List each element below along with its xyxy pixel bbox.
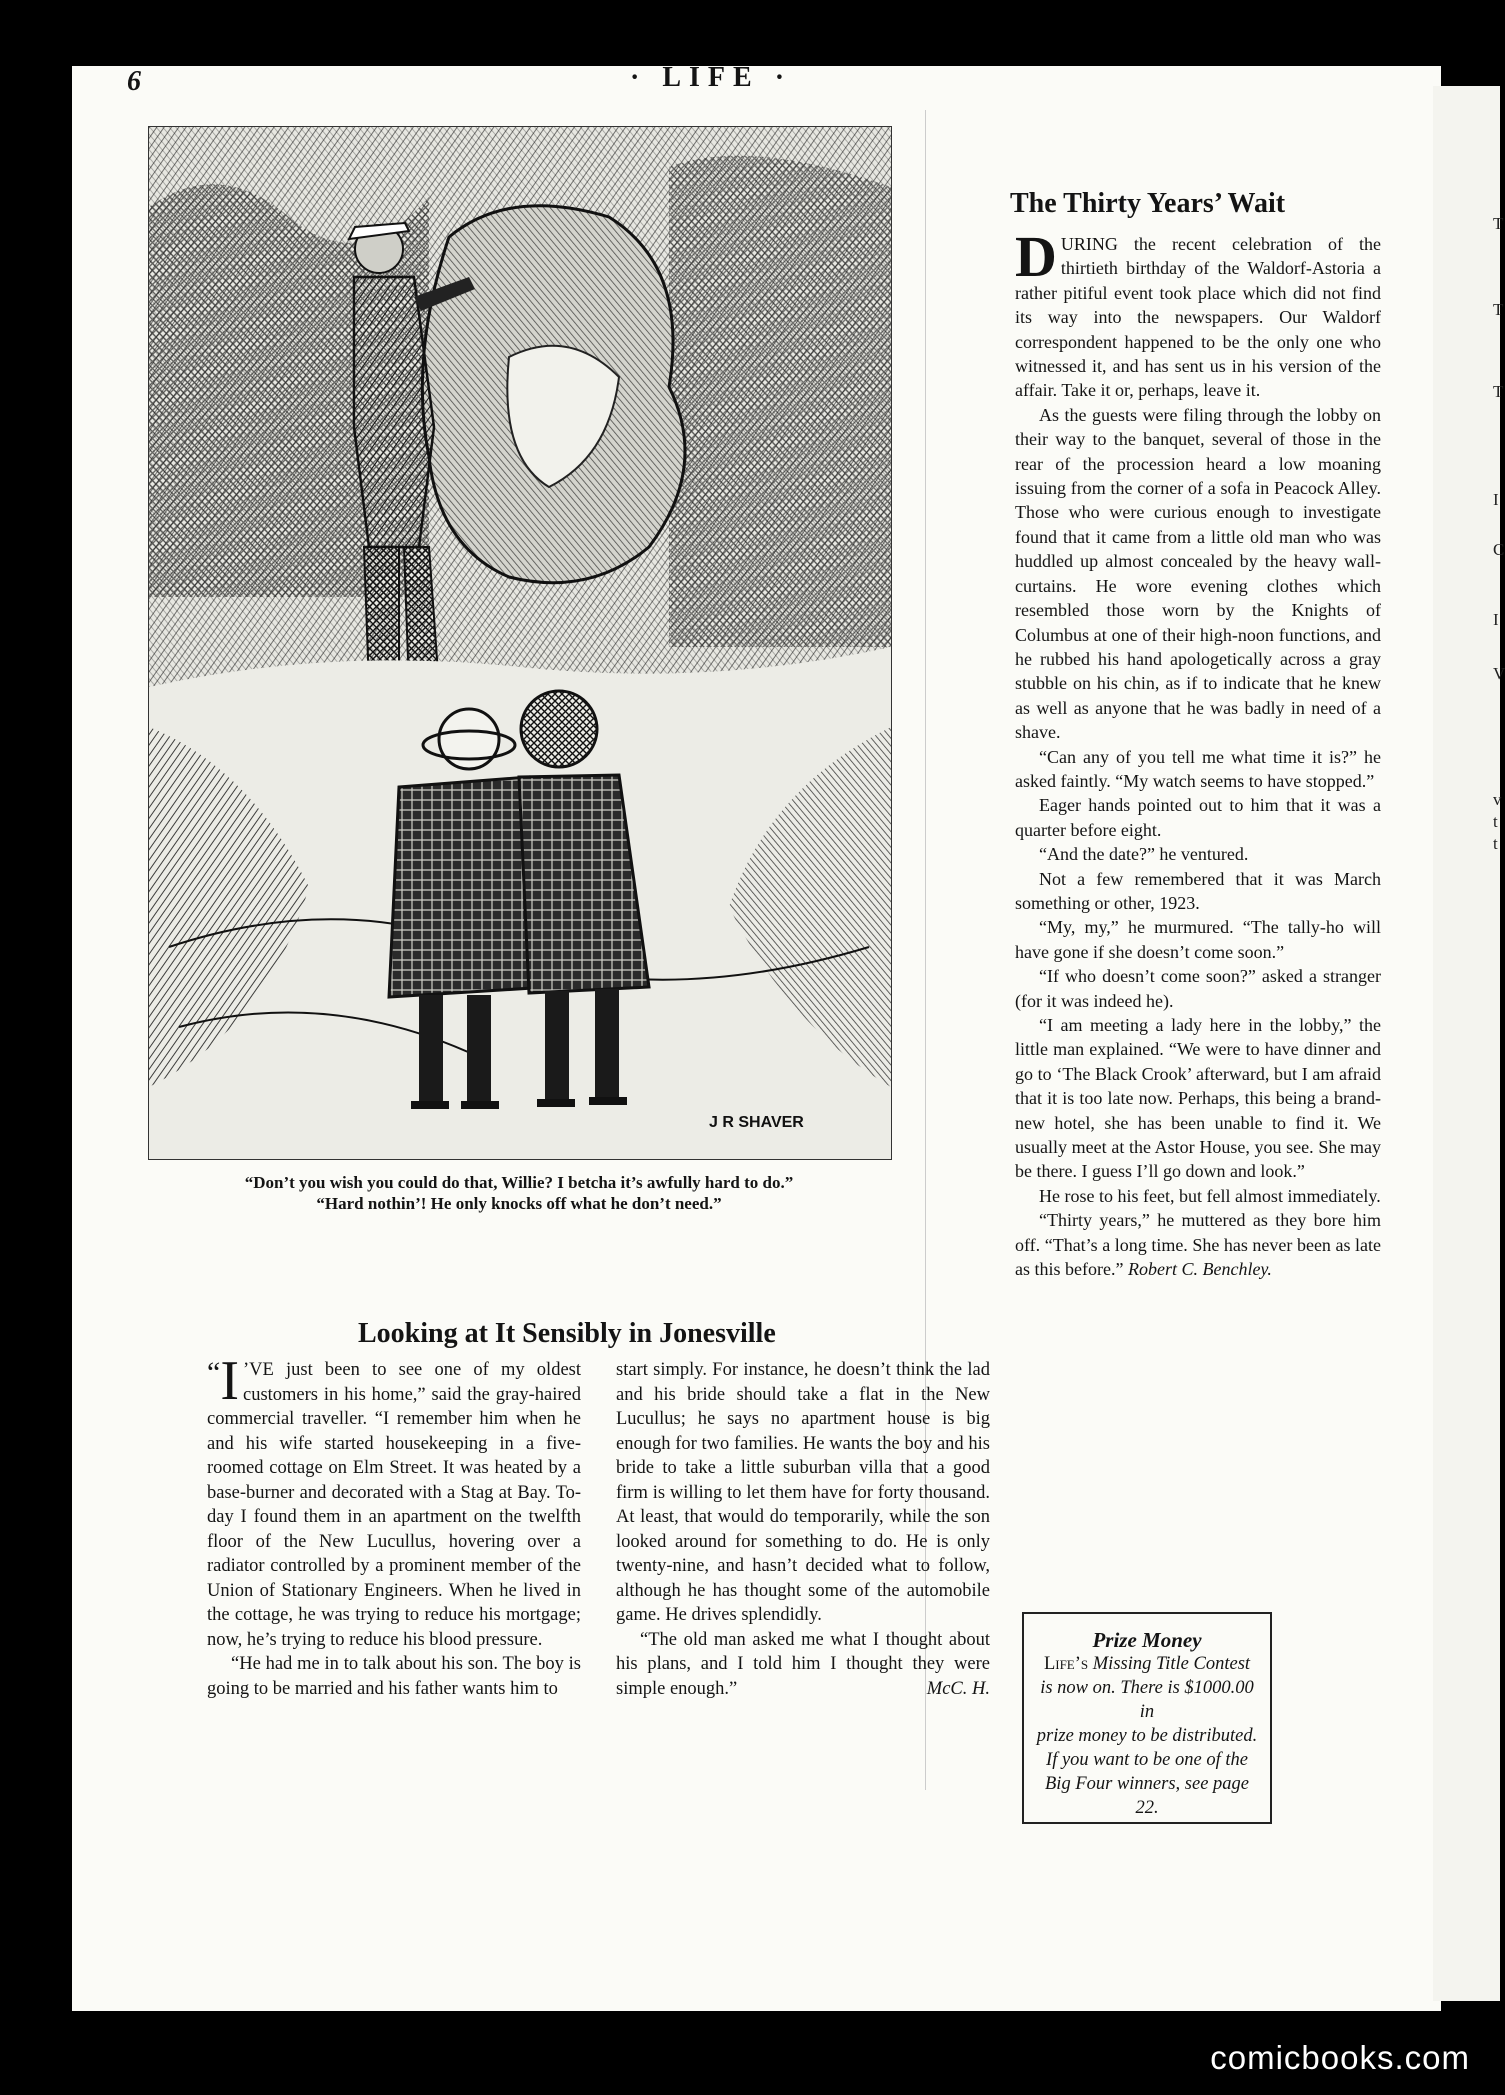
paragraph: start simply. For instance, he doesn’t think the lad and his bride should take a flat in the New Lucullus; he says no apartment house is big enough for two families. He wants the boy and his bride to take a little suburban villa that a good firm is willing to let them have for forty thousand. At least, that would do temporarily, while the son looked around for something to do. He is only twenty-nine, and hasn’t decided what to follow, although he has thought some of the automobile game. He drives splendidly. bbox=[616, 1360, 990, 1625]
paragraph: “The old man asked me what I thought about his plans, and I told him I thought they were simple enough.” McC. H. bbox=[616, 1628, 990, 1702]
paragraph: “He had me in to talk about his son. The boy is going to be married and his father wants him to bbox=[207, 1654, 581, 1699]
prize-line: is now on. There is $1000.00 in bbox=[1040, 1678, 1254, 1722]
adjacent-page-letter: T bbox=[1493, 300, 1504, 319]
caption-line: “Hard nothin’! He only knocks off what he don’t need.” bbox=[316, 1194, 722, 1213]
prize-line: If you want to be one of the bbox=[1046, 1750, 1248, 1770]
adjacent-page-edge bbox=[1433, 86, 1505, 2001]
paragraph: “If who doesn’t come soon?” asked a stranger (for it was indeed he). bbox=[1015, 966, 1381, 1011]
paragraph: As the guests were filing through the lobby on their way to the banquet, several of those in the rear of the procession heard a low moaning issuing from the corner of a sofa in Peacock Alley. Those who were curious enough to investigate found that it came from a little old man who was huddled up almost concealed by the heavy wall-curtains. He wore evening clothes which resembled those worn by the Knights of Columbus at one of their high-noon functions, and he rubbed his hand apologetically across a gray stubble on his chin, as if to indicate that he knew as well as anyone that he was badly in need of a shave. bbox=[1015, 404, 1381, 743]
adjacent-page-letter: V bbox=[1493, 664, 1505, 683]
artist-signature: J R SHAVER bbox=[709, 1114, 804, 1131]
paragraph: DURING the recent celebration of the thirtieth birthday of the Waldorf-Astoria a rather pitiful event took place which did not find its way into the newspapers. Our Waldorf correspondent happened to be the only one who witnessed it, and has sent us in his version of the affair. Take it or, perhaps, leave it. bbox=[1015, 224, 1381, 401]
drop-cap: I bbox=[220, 1350, 239, 1412]
article-body-jonesville-col1 bbox=[207, 1350, 581, 1701]
paragraph: Eager hands pointed out to him that it was a quarter before eight. bbox=[1015, 795, 1381, 840]
paragraph: “My, my,” he murmured. “The tally-ho will have gone if she doesn’t come soon.” bbox=[1015, 917, 1381, 962]
running-head: · LIFE · bbox=[630, 62, 793, 93]
page-number: 6 bbox=[127, 66, 141, 97]
paragraph: “And the date?” he ventured. bbox=[1039, 844, 1249, 865]
author-signature: McC. H. bbox=[926, 1678, 990, 1699]
prize-line: Big Four winners, see page 22. bbox=[1045, 1774, 1249, 1818]
paragraph: Not a few remembered that it was March something or other, 1923. bbox=[1015, 868, 1381, 913]
article-body-thirty-years-wait bbox=[1015, 224, 1381, 1281]
caption-line: “Don’t you wish you could do that, Willie? I betcha it’s awfully hard to do.” bbox=[244, 1173, 794, 1192]
adjacent-page-letter: v bbox=[1493, 790, 1502, 809]
watermark: comicbooks.com bbox=[1210, 2039, 1470, 2076]
adjacent-page-letter: I bbox=[1493, 490, 1499, 509]
prize-line: prize money to be distributed. bbox=[1036, 1726, 1258, 1746]
adjacent-page-letter: T bbox=[1493, 382, 1504, 401]
paragraph: “ I ’VE just been to see one of my oldest customers in his home,” said the gray-haired commercial traveller. “I remember him when he and his wife started housekeeping in a five-roomed cottage on Elm Street. It was heated by a base-burner and decorated with a Stag at Bay. To-day I found them in an apartment on the twelfth floor of the New Lucullus, hovering over a radiator controlled by a prominent member of the Union of Stationary Engineers. When he lived in the cottage, he was trying to reduce his mortgage; now, he’s trying to reduce his blood pressure. bbox=[207, 1350, 581, 1650]
prize-life: Life’s bbox=[1043, 1654, 1089, 1674]
adjacent-page-letter: t bbox=[1493, 834, 1498, 853]
adjacent-page-letter: I bbox=[1493, 610, 1499, 629]
paragraph: “Can any of you tell me what time it is?” he asked faintly. “My watch seems to have stopped.” bbox=[1015, 746, 1381, 791]
cartoon-caption bbox=[148, 1172, 890, 1214]
author-signature: Robert C. Benchley. bbox=[1127, 1259, 1272, 1280]
adjacent-page-letter: t bbox=[1493, 812, 1498, 831]
paragraph: “I am meeting a lady here in the lobby,” the little man explained. “We were to have dinner and go to ‘The Black Crook’ afterward, but I am afraid that it is too late now. Perhaps, this being a brand-new hotel, she has been unable to find it. We usually meet at the Astor House, you see. She may be there. I guess I’ll go down and look.” bbox=[1015, 1015, 1381, 1182]
adjacent-page-letter: C bbox=[1493, 540, 1505, 559]
cartoon-illustration bbox=[148, 126, 892, 1160]
adjacent-page-letter: T bbox=[1493, 214, 1504, 233]
prize-money-box: Prize Money Life’s Missing Title Contest is now on. There is $1000.00 in prize money to be distributed. If you want to be one of the Big Four winners, see page 22. bbox=[1022, 1612, 1272, 1824]
paragraph: “Thirty years,” he muttered as they bore him off. “That’s a long time. She has never been as late as this before.” Robert C. Benchley. bbox=[1015, 1210, 1381, 1280]
prize-title: Prize Money bbox=[1092, 1628, 1202, 1652]
paragraph: He rose to his feet, but fell almost immediately. bbox=[1039, 1185, 1381, 1206]
drop-cap: D bbox=[1015, 224, 1057, 289]
pen-drawing bbox=[149, 127, 891, 1159]
article-title: Looking at It Sensibly in Jonesville bbox=[358, 1318, 776, 1349]
article-title: The Thirty Years’ Wait bbox=[1010, 188, 1286, 219]
article-body-jonesville-col2 bbox=[616, 1358, 990, 1701]
